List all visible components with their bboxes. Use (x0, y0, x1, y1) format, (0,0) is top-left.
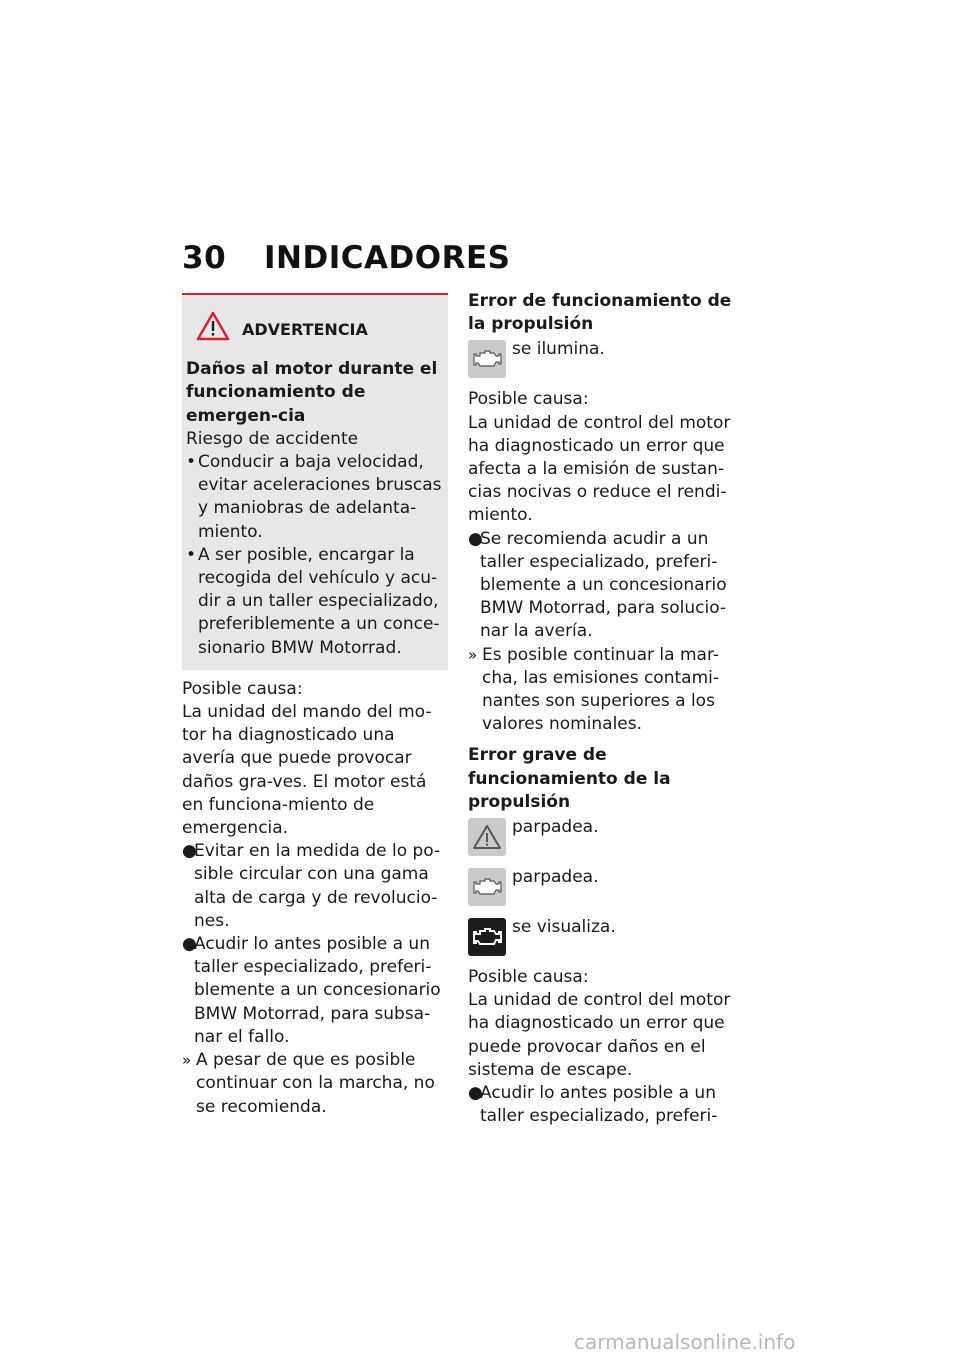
list-item-text: Conducir a baja velocidad, evitar aceleraciones bruscas y maniobras de adelanta-miento. (198, 452, 442, 542)
cause-label: Posible causa: (182, 678, 303, 699)
indicator-text: parpadea. (512, 817, 599, 838)
engine-check-icon (468, 868, 506, 906)
section-heading: Error de funcionamiento de la propulsión (468, 291, 732, 335)
section-heading: Error grave de funcionamiento de la propulsión (468, 745, 671, 812)
indicator-text: parpadea. (512, 867, 599, 888)
bullet-mark: • (186, 544, 197, 565)
warning-triangle-icon (196, 311, 230, 348)
bullet-mark: • (186, 452, 197, 473)
list-item (182, 933, 448, 1049)
bullet-mark: ● (182, 841, 197, 862)
list-item (468, 1082, 736, 1128)
bullet-mark: ● (182, 934, 197, 955)
list-item (182, 840, 448, 933)
cause-label: Posible causa: (468, 389, 589, 410)
indicator-row (468, 816, 736, 856)
list-item (186, 451, 444, 544)
cause-text: La unidad del mando del mo-tor ha diagnosticado una avería que puede provocar daños gra-ves. El motor está en funciona-miento de emergencia. (182, 702, 432, 839)
watermark: carmanualsonline.info (574, 1330, 796, 1354)
page-number: 30 (182, 240, 227, 276)
indicator-text: se ilumina. (512, 339, 605, 360)
indicator-row (468, 866, 736, 906)
list-item-text: Acudir lo antes posible a un taller especializado, preferi- (480, 1083, 718, 1127)
bullet-mark: ● (468, 528, 483, 549)
warning-title: Daños al motor durante el funcionamiento de emergen-cia (186, 359, 438, 426)
section-title: INDICADORES (264, 240, 511, 276)
result-text: A pesar de que es posible continuar con la marcha, no se recomienda. (196, 1050, 435, 1117)
list-item-text: Se recomienda acudir a un taller especializado, preferi-blemente a un concesionario BMW Motorrad, para solucio-nar la avería. (480, 528, 727, 642)
arrow-mark: » (182, 1051, 192, 1070)
right-column (468, 290, 736, 1128)
list-item-text: A ser posible, encargar la recogida del vehículo y acu-dir a un taller especializado, preferiblemente a un conce-sionario BMW Motorrad. (198, 544, 440, 658)
indicator-row (468, 916, 736, 956)
cause-label: Posible causa: (468, 967, 589, 988)
left-column (182, 293, 448, 1119)
indicator-row (468, 338, 736, 378)
bullet-mark: ● (468, 1083, 483, 1104)
list-item-text: Evitar en la medida de lo po-sible circular con una gama alta de carga y de revolucio-nes. (194, 841, 441, 931)
cause-text: La unidad de control del motor ha diagnosticado un error que puede provocar daños en el sistema de escape. (468, 990, 731, 1080)
arrow-mark: » (468, 645, 478, 664)
engine-check-icon (468, 340, 506, 378)
warning-header (186, 311, 444, 348)
warning-box (182, 293, 448, 670)
list-item-text: Acudir lo antes posible a un taller especializado, preferi-blemente a un concesionario BMW Motorrad, para subsa-nar el fallo. (194, 934, 441, 1047)
indicator-text: se visualiza. (512, 917, 616, 938)
engine-check-icon (468, 918, 506, 956)
page-header (182, 240, 510, 276)
list-item (186, 544, 444, 660)
result-text: Es posible continuar la mar-cha, las emisiones contami-nantes son superiores a los valores nominales. (482, 644, 719, 735)
cause-text: La unidad de control del motor ha diagnosticado un error que afecta a la emisión de sustan-cias nocivas o reduce el rendi-miento. (468, 412, 731, 526)
warning-triangle-icon (468, 818, 506, 856)
warning-label: ADVERTENCIA (242, 320, 368, 339)
warning-risk: Riesgo de accidente (186, 428, 359, 449)
list-item (468, 528, 736, 644)
result-item (182, 1049, 448, 1119)
result-item (468, 644, 736, 737)
